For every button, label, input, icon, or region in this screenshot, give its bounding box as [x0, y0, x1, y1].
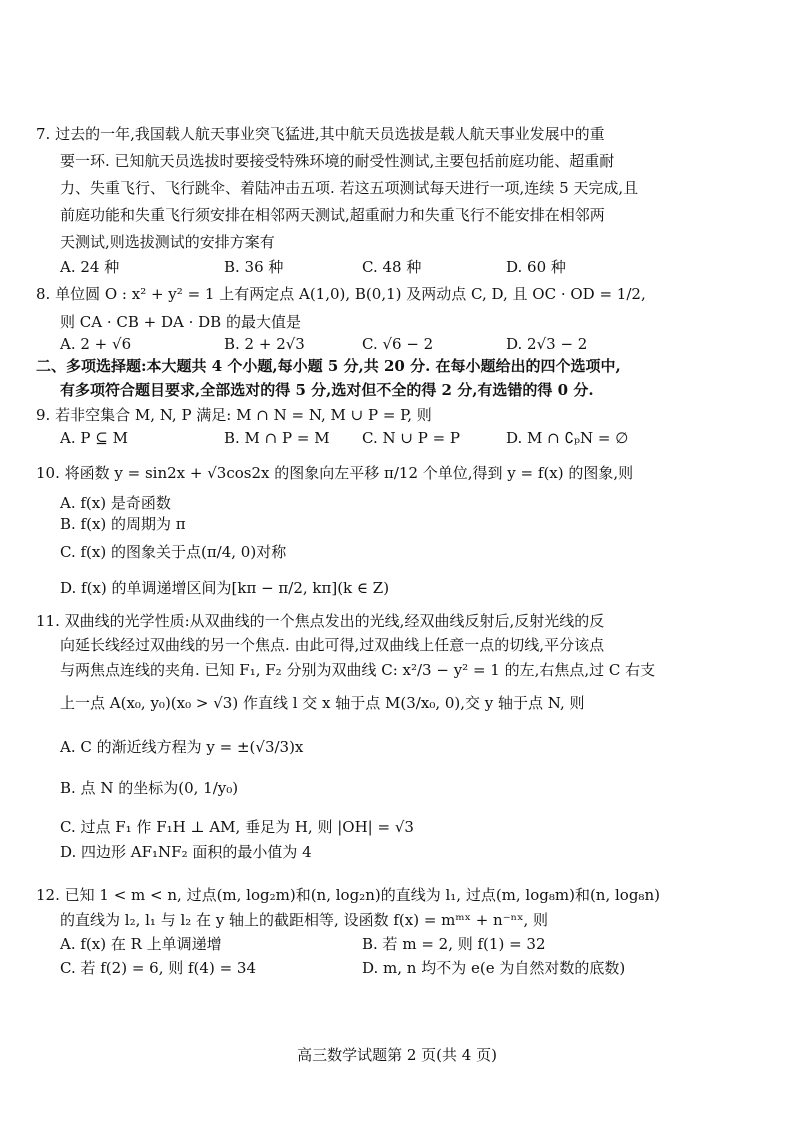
q8-line-2: 则 CA · CB + DA · DB 的最大值是 [60, 313, 301, 331]
page-footer: 高三数学试题第 2 页(共 4 页) [297, 1046, 497, 1064]
q11-option-b: B. 点 N 的坐标为(0, 1/y₀) [60, 779, 239, 797]
q10-option-d: D. f(x) 的单调递增区间为[kπ − π/2, kπ](k ∈ Z) [60, 579, 390, 597]
q10-line-1: 10. 将函数 y = sin2x + √3cos2x 的图象向左平移 π/12 个单位,得到 y = f(x) 的图象,则 [36, 464, 634, 482]
q7-option-d: D. 60 种 [506, 258, 566, 276]
q8-option-c: C. √6 − 2 [362, 335, 434, 353]
q11-line-2: 向延长线经过双曲线的另一个焦点. 由此可得,过双曲线上任意一点的切线,平分该点 [60, 636, 605, 654]
q11-option-d: D. 四边形 AF₁NF₂ 面积的最小值为 4 [60, 843, 312, 861]
q12-line-1: 12. 已知 1 < m < n, 过点(m, log₂m)和(n, log₂n)的直线为 l₁, 过点(m, log₈m)和(n, log₈n) [36, 886, 660, 904]
q12-option-b: B. 若 m = 2, 则 f(1) = 32 [362, 935, 546, 953]
q9-option-d: D. M ∩ ∁ₚN = ∅ [506, 429, 629, 447]
q7-option-b: B. 36 种 [224, 258, 284, 276]
q8-line-1: 8. 单位圆 O : x² + y² = 1 上有两定点 A(1,0), B(0,1) 及两动点 C, D, 且 OC · OD = 1/2, [36, 285, 646, 303]
q11-option-a: A. C 的渐近线方程为 y = ±(√3/3)x [60, 738, 304, 756]
q12-option-d: D. m, n 均不为 e(e 为自然对数的底数) [362, 959, 626, 977]
q10-option-c: C. f(x) 的图象关于点(π/4, 0)对称 [60, 543, 287, 561]
q11-option-c: C. 过点 F₁ 作 F₁H ⊥ AM, 垂足为 H, 则 |OH| = √3 [60, 818, 414, 836]
q9-option-a: A. P ⊆ M [60, 429, 128, 447]
q11-line-4: 上一点 A(x₀, y₀)(x₀ > √3) 作直线 l 交 x 轴于点 M(3/x₀, 0),交 y 轴于点 N, 则 [60, 694, 585, 712]
q7-line-4: 前庭功能和失重飞行须安排在相邻两天测试,超重耐力和失重飞行不能安排在相邻两 [60, 206, 605, 224]
q12-option-c: C. 若 f(2) = 6, 则 f(4) = 34 [60, 959, 256, 977]
q8-option-b: B. 2 + 2√3 [224, 335, 305, 353]
q8-option-a: A. 2 + √6 [60, 335, 132, 353]
q9-option-c: C. N ∪ P = P [362, 429, 460, 447]
q7-line-1: 7. 过去的一年,我国载人航天事业突飞猛进,其中航天员选拔是载人航天事业发展中的重 [36, 125, 605, 143]
q11-line-1: 11. 双曲线的光学性质:从双曲线的一个焦点发出的光线,经双曲线反射后,反射光线的反 [36, 612, 605, 630]
q7-line-3: 力、失重飞行、飞行跳伞、着陆冲击五项. 若这五项测试每天进行一项,连续 5 天完成,且 [60, 179, 639, 197]
section-2-heading-line-2: 有多项符合题目要求,全部选对的得 5 分,选对但不全的得 2 分,有选错的得 0 分. [60, 381, 594, 399]
q7-line-5: 天测试,则选拔测试的安排方案有 [60, 233, 275, 251]
q9-option-b: B. M ∩ P = M [224, 429, 330, 447]
q10-option-a: A. f(x) 是奇函数 [60, 494, 171, 512]
q9-line-1: 9. 若非空集合 M, N, P 满足: M ∩ N = N, M ∪ P = P, 则 [36, 406, 432, 424]
q10-option-b: B. f(x) 的周期为 π [60, 515, 186, 533]
q12-line-2: 的直线为 l₂, l₁ 与 l₂ 在 y 轴上的截距相等, 设函数 f(x) = mᵐˣ + n⁻ⁿˣ, 则 [60, 911, 549, 929]
section-2-heading-line-1: 二、多项选择题:本大题共 4 个小题,每小题 5 分,共 20 分. 在每小题给出的四个选项中, [36, 357, 621, 375]
q7-option-a: A. 24 种 [60, 258, 120, 276]
q8-option-d: D. 2√3 − 2 [506, 335, 588, 353]
q7-option-c: C. 48 种 [362, 258, 422, 276]
q12-option-a: A. f(x) 在 R 上单调递增 [60, 935, 222, 953]
q7-line-2: 要一环. 已知航天员选拔时要接受特殊环境的耐受性测试,主要包括前庭功能、超重耐 [60, 152, 615, 170]
q11-line-3: 与两焦点连线的夹角. 已知 F₁, F₂ 分别为双曲线 C: x²/3 − y² = 1 的左,右焦点,过 C 右支 [60, 661, 656, 679]
